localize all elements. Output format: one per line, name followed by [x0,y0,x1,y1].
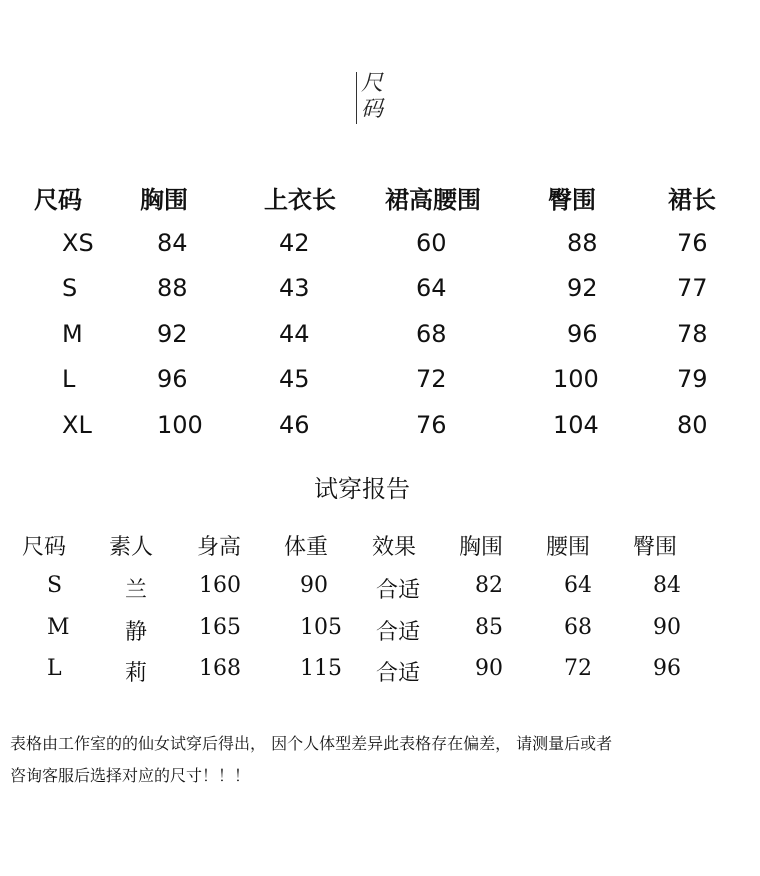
table-cell: 68 [416,320,447,348]
fit-report-title: 试穿报告 [314,475,410,503]
table-cell: 莉 [125,661,148,686]
fit-header-effect: 效果 [372,535,417,560]
size-header-skirt-length: 裙长 [668,186,716,214]
fit-header-height: 身高 [197,535,242,560]
table-cell: 84 [653,573,681,598]
fit-header-weight: 体重 [284,535,329,560]
fit-header-waist: 腰围 [546,535,591,560]
title-divider-line [356,72,357,124]
table-cell: 104 [553,411,599,439]
table-cell: 46 [279,411,310,439]
table-cell: 76 [677,229,708,257]
title-char-2: 码 [361,97,384,122]
fit-header-size: 尺码 [22,535,67,560]
fit-header-model: 素人 [109,535,154,560]
table-cell: L [62,365,76,393]
table-cell: L [47,656,62,681]
table-cell: 96 [653,656,681,681]
table-cell: 85 [475,615,503,640]
table-cell: 合适 [376,661,421,686]
table-cell: 80 [677,411,708,439]
table-cell: 160 [199,573,241,598]
table-cell: XL [62,411,92,439]
table-cell: 42 [279,229,310,257]
table-cell: 100 [157,411,203,439]
size-header-bust: 胸围 [140,186,188,214]
table-cell: 静 [125,620,148,645]
table-cell: XS [62,229,94,257]
table-cell: S [62,274,78,302]
table-cell: 88 [157,274,188,302]
table-cell: 100 [553,365,599,393]
table-cell: S [47,573,63,598]
note-line-1: 表格由工作室的的仙女试穿后得出， 因个人体型差异此表格存在偏差， 请测量后或者 [10,734,613,753]
table-cell: 72 [416,365,447,393]
table-cell: 92 [157,320,188,348]
table-cell: 90 [653,615,681,640]
table-cell: 82 [475,573,503,598]
table-cell: 76 [416,411,447,439]
table-cell: 78 [677,320,708,348]
table-cell: 72 [564,656,592,681]
table-cell: 105 [300,615,342,640]
table-cell: 96 [157,365,188,393]
table-cell: 43 [279,274,310,302]
table-cell: 64 [416,274,447,302]
table-cell: 77 [677,274,708,302]
table-cell: 168 [199,656,241,681]
table-cell: M [62,320,83,348]
size-header-hip: 臀围 [548,186,596,214]
table-cell: 165 [199,615,241,640]
table-cell: 60 [416,229,447,257]
title-char-1: 尺 [361,71,384,96]
size-header-size: 尺码 [34,186,82,214]
table-cell: 79 [677,365,708,393]
table-cell: 44 [279,320,310,348]
fit-header-hip: 臀围 [633,535,678,560]
table-cell: 68 [564,615,592,640]
table-cell: 45 [279,365,310,393]
note-line-2: 咨询客服后选择对应的尺寸！！！ [10,766,251,785]
table-cell: 84 [157,229,188,257]
table-cell: 88 [567,229,598,257]
fit-header-bust: 胸围 [459,535,504,560]
size-header-skirt-waist: 裙高腰围 [385,186,481,214]
table-cell: 兰 [125,578,148,603]
table-cell: 96 [567,320,598,348]
table-cell: M [47,615,70,640]
table-cell: 64 [564,573,592,598]
table-cell: 合适 [376,620,421,645]
size-header-top-length: 上衣长 [264,186,336,214]
table-cell: 合适 [376,578,421,603]
table-cell: 90 [300,573,328,598]
table-cell: 115 [300,656,342,681]
table-cell: 90 [475,656,503,681]
table-cell: 92 [567,274,598,302]
